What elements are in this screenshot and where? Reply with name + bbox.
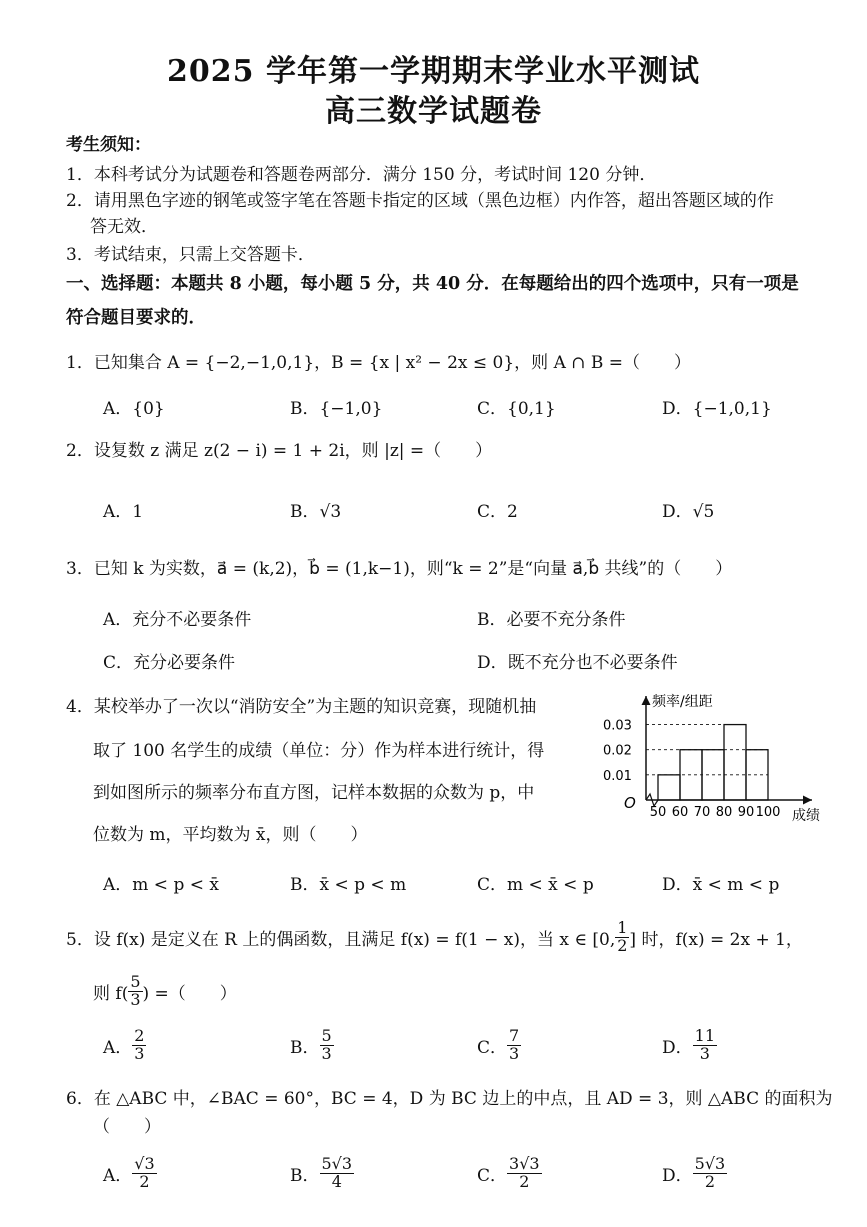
- fraction-numerator: 3√3: [509, 1154, 540, 1173]
- question-5-stem-part-b: ] 时，f(x) = 2x + 1，: [629, 929, 803, 950]
- fraction-numerator: 2: [134, 1026, 145, 1045]
- origin-label: O: [624, 794, 636, 812]
- question-5-line-2: [93, 974, 237, 1009]
- option-fraction: [507, 1156, 542, 1191]
- question-4-line-1: 4．某校举办了一次以“消防安全”为主题的知识竞赛，现随机抽: [66, 697, 537, 717]
- question-6-line-2: （ ）: [93, 1117, 161, 1137]
- question-5-line-2-part-a: 则 f(: [93, 983, 129, 1004]
- fraction-denominator: 3: [699, 1043, 710, 1063]
- option-fraction: [132, 1028, 146, 1063]
- option-fraction: [320, 1156, 355, 1191]
- notice-item-2: 2．请用黑色字迹的钢笔或签字笔在答题卡指定的区域（黑色边框）内作答，超出答题区域的作: [66, 191, 774, 211]
- question-4-line-4: 位数为 m，平均数为 x̄，则（ ）: [93, 825, 368, 845]
- option-label: D．: [662, 1037, 693, 1058]
- notice-item-2-cont: 答无效．: [90, 217, 158, 237]
- question-1-option-b: B．{−1,0}: [290, 399, 383, 419]
- question-6-line-1: 6．在 △ABC 中，∠BAC = 60°，BC = 4，D 为 BC 边上的中点，且 AD = 3，则 △ABC 的面积为: [66, 1089, 833, 1109]
- option-label: C．: [477, 1037, 508, 1058]
- x-tick-label: 100: [755, 805, 781, 820]
- y-axis-label: 频率/组距: [652, 694, 713, 710]
- x-axis-label: 成绩: [792, 808, 820, 824]
- question-3-option-d: D．既不充分也不必要条件: [477, 653, 678, 673]
- question-2-option-d: D．√5: [662, 502, 715, 522]
- section-header: 一、选择题：本题共 8 小题，每小题 5 分，共 40 分．在每题给出的四个选项中，只有一项是: [66, 274, 799, 294]
- question-6-option-c: [477, 1156, 542, 1191]
- option-fraction: [320, 1028, 334, 1063]
- question-6-option-d: [662, 1156, 727, 1191]
- notice-item-1: 1．本科考试分为试题卷和答题卷两部分．满分 150 分，考试时间 120 分钟．: [66, 165, 657, 185]
- question-4-line-2: 取了 100 名学生的成绩（单位：分）作为样本进行统计，得: [93, 741, 545, 761]
- question-4-option-c: C．m < x̄ < p: [477, 875, 594, 895]
- question-5-stem: [66, 920, 803, 955]
- histogram-bar: [724, 725, 746, 800]
- option-label: B．: [290, 1037, 320, 1058]
- option-label: A．: [103, 1037, 133, 1058]
- fraction-denominator: 3: [321, 1043, 332, 1063]
- fraction-denominator: 3: [130, 989, 141, 1009]
- y-tick-label: 0.01: [603, 768, 632, 784]
- exam-title: 2025 学年第一学期期末学业水平测试: [167, 54, 700, 89]
- option-fraction: [132, 1156, 156, 1191]
- question-5-option-c: [477, 1028, 521, 1063]
- question-5-option-a: [103, 1028, 146, 1063]
- question-5-option-d: [662, 1028, 717, 1063]
- question-5-option-b: [290, 1028, 334, 1063]
- fraction-denominator: 4: [331, 1171, 342, 1191]
- option-fraction: [507, 1028, 521, 1063]
- question-3-stem: 3．已知 k 为实数，a⃗ = (k,2)，b⃗ = (1,k−1)，则“k = 2”是“向量 a⃗,b⃗ 共线”的（ ）: [66, 559, 733, 579]
- x-tick-label: 70: [693, 805, 711, 820]
- y-tick-label: 0.02: [603, 743, 632, 759]
- question-3-option-c: C．充分必要条件: [103, 653, 236, 673]
- question-2-stem: 2．设复数 z 满足 z(2 − i) = 1 + 2i，则 |z| =（ ）: [66, 441, 493, 461]
- y-tick-label: 0.03: [603, 718, 632, 734]
- fraction-five-thirds: [128, 974, 142, 1009]
- question-1-option-a: A．{0}: [103, 399, 165, 419]
- fraction-one-half: [615, 920, 629, 955]
- fraction-numerator: 1: [617, 918, 628, 937]
- question-4-option-b: B．x̄ < p < m: [290, 875, 407, 895]
- option-fraction: [693, 1028, 717, 1063]
- notice-item-3: 3．考试结束，只需上交答题卡．: [66, 245, 315, 265]
- question-3-option-a: A．充分不必要条件: [103, 610, 252, 630]
- question-5-line-2-part-b: ) =（ ）: [142, 983, 237, 1004]
- option-label: D．: [662, 1165, 693, 1186]
- section-header-cont: 符合题目要求的．: [66, 308, 206, 328]
- fraction-numerator: 5√3: [321, 1154, 353, 1173]
- question-1-option-c: C．{0,1}: [477, 399, 556, 419]
- x-tick-label: 80: [715, 805, 733, 820]
- option-fraction: [693, 1156, 728, 1191]
- question-2-option-b: B．√3: [290, 502, 342, 522]
- x-tick-label: 50: [649, 805, 667, 820]
- question-5-stem-part-a: 5．设 f(x) 是定义在 R 上的偶函数，且满足 f(x) = f(1 − x)，当 x ∈ [0,: [66, 929, 616, 950]
- fraction-numerator: 11: [694, 1026, 715, 1045]
- fraction-denominator: 2: [139, 1171, 150, 1191]
- question-4-option-d: D．x̄ < m < p: [662, 875, 780, 895]
- x-tick-label: 60: [671, 805, 689, 820]
- question-2-option-a: A．1: [103, 502, 144, 522]
- question-3-option-b: B．必要不充分条件: [477, 610, 626, 630]
- option-label: C．: [477, 1165, 508, 1186]
- x-tick-label: 90: [737, 805, 755, 820]
- fraction-denominator: 3: [134, 1043, 145, 1063]
- fraction-denominator: 2: [617, 935, 628, 955]
- notice-heading: 考生须知：: [66, 135, 151, 155]
- question-2-option-c: C．2: [477, 502, 518, 522]
- question-1-option-d: D．{−1,0,1}: [662, 399, 772, 419]
- fraction-denominator: 2: [704, 1171, 716, 1191]
- histogram-bar: [658, 775, 680, 800]
- question-4-line-3: 到如图所示的频率分布直方图，记样本数据的众数为 p，中: [93, 783, 535, 803]
- fraction-numerator: 7: [509, 1026, 520, 1045]
- option-label: A．: [103, 1165, 133, 1186]
- option-label: B．: [290, 1165, 320, 1186]
- exam-subtitle: 高三数学试题卷: [325, 94, 542, 129]
- question-6-option-b: [290, 1156, 354, 1191]
- fraction-numerator: 5√3: [694, 1154, 726, 1173]
- fraction-denominator: 3: [509, 1043, 520, 1063]
- question-4-option-a: A．m < p < x̄: [103, 875, 219, 895]
- fraction-numerator: √3: [134, 1154, 155, 1173]
- frequency-histogram: [600, 688, 840, 828]
- fraction-denominator: 2: [519, 1171, 530, 1191]
- question-6-option-a: [103, 1156, 157, 1191]
- fraction-numerator: 5: [130, 972, 141, 991]
- question-1-stem: 1．已知集合 A = {−2,−1,0,1}，B = {x | x² − 2x ≤ 0}，则 A ∩ B =（ ）: [66, 353, 692, 373]
- fraction-numerator: 5: [321, 1026, 332, 1045]
